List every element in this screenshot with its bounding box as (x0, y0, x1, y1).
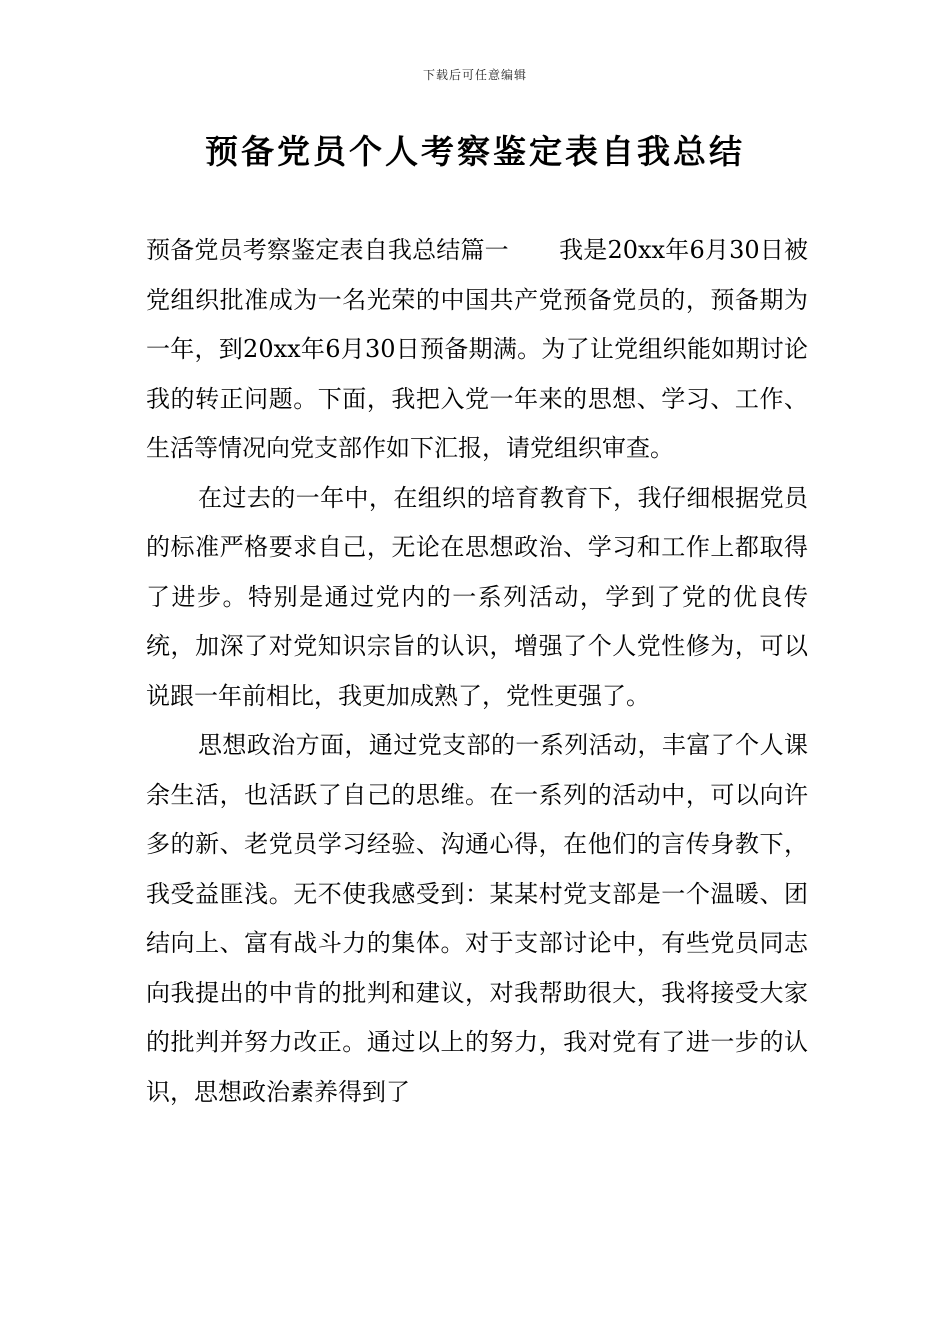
paragraph-text: 我是20xx年6月30日被党组织批准成为一名光荣的中国共产党预备党员的，预备期为一年，到20xx年6月30日预备期满。为了让党组织能如期讨论我的转正问题。下面，我把入党一年来的思想、学习、工作、生活等情况向党支部作如下汇报，请党组织审查。 (146, 236, 809, 462)
paragraph-2: 在过去的一年中，在组织的培育教育下，我仔细根据党员的标准严格要求自己，无论在思想政治、学习和工作上都取得了进步。特别是通过党内的一系列活动，学到了党的优良传统，加深了对党知识宗旨的认识，增强了个人党性修为，可以说跟一年前相比，我更加成熟了，党性更强了。 (146, 483, 808, 710)
document-body (146, 226, 808, 1117)
paragraph-lead: 预备党员考察鉴定表自我总结篇一 (146, 236, 509, 264)
paragraph-1 (146, 226, 808, 474)
page-header-note: 下载后可任意编辑 (422, 68, 527, 82)
paragraph-3: 思想政治方面，通过党支部的一系列活动，丰富了个人课余生活，也活跃了自己的思维。在一系列的活动中，可以向许多的新、老党员学习经验、沟通心得，在他们的言传身教下，我受益匪浅。无不使我感受到：某某村党支部是一个温暖、团结向上、富有战斗力的集体。对于支部讨论中，有些党员同志向我提出的中肯的批判和建议，对我帮助很大，我将接受大家的批判并努力改正。通过以上的努力，我对党有了进一步的认识，思想政治素养得到了 (146, 731, 808, 1106)
document-title: 预备党员个人考察鉴定表自我总结 (205, 132, 745, 171)
